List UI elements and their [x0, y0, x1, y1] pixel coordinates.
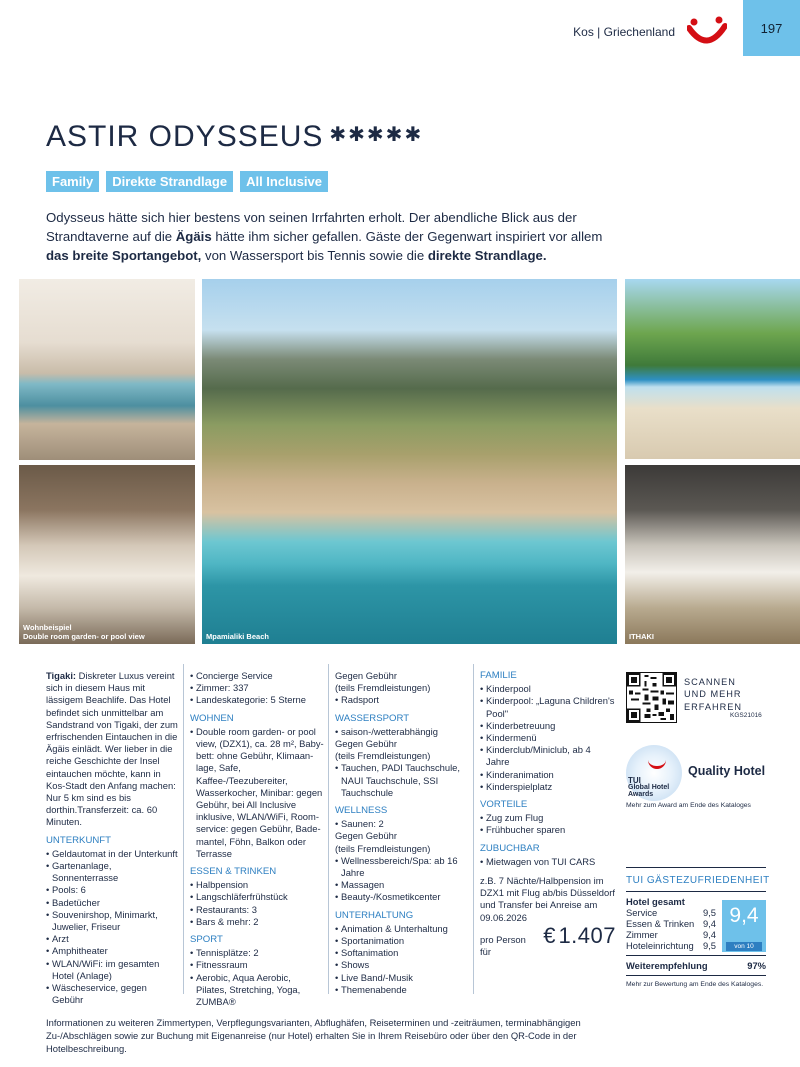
- list-item: • Gartenanlage, Sonnenterrasse: [46, 860, 180, 884]
- list-item: • Shows: [335, 959, 469, 971]
- room-photo-caption: [23, 623, 145, 641]
- list-item: • Kinderpool: „Laguna Children's Pool": [480, 695, 616, 719]
- price-value: 1.407: [558, 922, 616, 948]
- scan-line: UND MEHR: [684, 689, 742, 700]
- satisfaction-title: TUI GÄSTEZUFRIEDENHEIT: [626, 875, 770, 886]
- section-title-familie: FAMILIE: [480, 670, 517, 681]
- list-item: • Softanimation: [335, 947, 469, 959]
- intro-part: von Wassersport bis Tennis sowie die: [201, 248, 428, 263]
- list-item: • Bars & mehr: 2: [190, 916, 324, 928]
- sport-list: [190, 947, 324, 1008]
- tui-smile-icon: [648, 759, 666, 769]
- region-label: Kos | Griechenland: [573, 25, 675, 39]
- table-row: [626, 940, 716, 951]
- section-title-unterhaltung: UNTERHALTUNG: [335, 909, 414, 921]
- award-note: Mehr zum Award am Ende des Kataloges: [626, 802, 751, 809]
- list-item: • Beauty-/Kosmetikcenter: [335, 891, 469, 903]
- list-item: • Langschläferfrühstück: [190, 891, 324, 903]
- award-badge-icon: [626, 745, 682, 801]
- list-item: • Kinderbetreuung: [480, 720, 616, 732]
- section-title-sport: SPORT: [190, 934, 223, 946]
- list-item: • Tennisplätze: 2: [190, 947, 324, 959]
- tag-list: [46, 171, 328, 192]
- location-text: [46, 670, 180, 829]
- score-scale: von 10: [726, 942, 762, 951]
- hotel-title: [46, 120, 423, 154]
- location-description: Diskreter Luxus vereint sich in diesem Haus mit lässigem Beachlife. Das Hotel befindet sich unmittelbar am Sandstrand von Tigaki, der zum erfrischenden Eintauchen in die Ägäis einlädt. Wer lieber in die reiche Geschichte der Insel eintauchen möchte, kann in Kos-Stadt den Anfang machen: Nur 5 km sind es bis dorthin.Transferzeit: ca. 60 Minuten.: [46, 670, 178, 828]
- list-item: • Radsport: [335, 694, 469, 706]
- column-activities: [335, 670, 469, 996]
- page-header: [0, 0, 800, 62]
- column-facilities: [190, 670, 324, 1008]
- list-item: • Zug zum Flug: [480, 812, 616, 824]
- section-title-wellness: WELLNESS: [335, 805, 388, 817]
- row-label: Essen & Trinken: [626, 918, 695, 929]
- section-title-vorteile: VORTEILE: [480, 799, 528, 811]
- hotel-name: ASTIR ODYSSEUS: [46, 120, 324, 153]
- list-item: • Live Band/-Musik: [335, 972, 469, 984]
- list-note: Gegen Gebühr: [335, 830, 398, 842]
- divider: [626, 867, 766, 868]
- offer-text: z.B. 7 Nächte/Halbpension im DZX1 mit Flug ab/bis Düsseldorf und Transfer bei Anreise am 09.06.2026: [480, 875, 615, 923]
- row-label: Zimmer: [626, 929, 658, 940]
- row-value: 9,5: [702, 940, 716, 951]
- row-value: 9,4: [702, 929, 716, 940]
- essen-list: [190, 879, 324, 928]
- section-title-wohnen: WOHNEN: [190, 712, 234, 724]
- fee-note: (teils Fremdleistungen): [335, 682, 431, 694]
- intro-bold: das breite Sportangebot,: [46, 248, 202, 263]
- column-location: [46, 670, 180, 1006]
- restaurant-photo-caption: ITHAKI: [629, 632, 654, 641]
- row-label: Hoteleinrichtung: [626, 940, 694, 951]
- vorteile-list: [480, 812, 616, 836]
- star-rating: ✱✱✱✱✱: [329, 124, 424, 146]
- list-item: • Arzt: [46, 933, 180, 945]
- list-item: • Mietwagen von TUI CARS: [480, 856, 616, 868]
- location-label: Tigaki:: [46, 670, 77, 681]
- list-item: • Amphitheater: [46, 945, 180, 957]
- column-divider: [183, 664, 184, 994]
- section-title-essen: ESSEN & TRINKEN: [190, 866, 277, 878]
- aerial-photo: [202, 279, 617, 644]
- list-item: • Badetücher: [46, 897, 180, 909]
- list-item: • Geldautomat in der Unterkunft: [46, 848, 180, 860]
- list-item: • Double room garden- or pool view, (DZX1), ca. 28 m², Babybett: ohne Gebühr, Klimaanlage, Safe, Kaffee-/Teezubereiter, Wasserkocher, Minibar: gegen Gebühr, bei All Inclusive inklusive, WLAN/WiFi, Roomservice: gegen Gebühr, Bademantel, Föhn, Balkon oder Terrasse: [190, 726, 324, 860]
- wellness-list: [335, 818, 469, 903]
- list-item: • Kinderspielplatz: [480, 781, 616, 793]
- list-item: • Themenabende: [335, 984, 469, 996]
- list-note: Gegen Gebühr: [335, 738, 398, 750]
- unterkunft-list: [46, 848, 180, 1007]
- section-title-zubuchbar: ZUBUCHBAR: [480, 842, 540, 854]
- list-item: • WLAN/WiFi: im gesamten Hotel (Anlage): [46, 958, 180, 982]
- caption-line: Wohnbeispiel: [23, 623, 72, 632]
- list-note: (teils Fremdleistungen): [335, 842, 431, 854]
- list-item: • Saunen: 2: [335, 818, 469, 830]
- award-brand: TUI: [628, 776, 641, 785]
- scan-line: ERFAHREN: [684, 701, 743, 712]
- table-row: [626, 907, 716, 918]
- activities-list: [335, 694, 469, 706]
- list-item: • Tauchen, PADI Tauchschule, NAUI Tauchschule, SSI Tauchschule: [335, 762, 469, 799]
- hotel-code: KGS21016: [730, 712, 762, 719]
- row-label: Service: [626, 907, 658, 918]
- scan-line: SCANNEN: [684, 677, 736, 687]
- column-divider: [473, 664, 474, 994]
- qr-code[interactable]: [626, 672, 677, 723]
- recommendation: [626, 960, 766, 971]
- list-item: • Animation & Unterhaltung: [335, 923, 469, 935]
- table-row: [626, 929, 716, 940]
- list-item: • Concierge Service: [190, 670, 324, 682]
- room-photo: [19, 465, 195, 644]
- restaurant-photo: [625, 465, 800, 644]
- caption-line: Double room garden- or pool view: [23, 632, 145, 641]
- tag-beach: Direkte Strandlage: [106, 171, 233, 192]
- zubuchbar-list: [480, 856, 616, 868]
- row-value: 9,4: [702, 918, 716, 929]
- list-item: • Sportanimation: [335, 935, 469, 947]
- column-family: [480, 670, 616, 958]
- footer-note: Informationen zu weiteren Zimmertypen, Verpflegungsvarianten, Abflughäfen, Reiseterminen und -zeiträumen, terminabhängigen Zu-/Abschlägen sowie zur Buchung mit Eigenanreise (nur Hotel) erhalten Sie in Ihrem Reisebüro oder über den QR-Code in der Hotelbeschreibung.: [46, 1017, 581, 1054]
- list-item: • Kinderpool: [480, 683, 616, 695]
- award-name: [628, 784, 669, 798]
- row-value: 9,5: [702, 907, 716, 918]
- section-title-wassersport: WASSERSPORT: [335, 712, 410, 724]
- score-badge: [722, 900, 766, 952]
- scan-hint: [684, 676, 742, 713]
- list-item: • Halbpension: [190, 879, 324, 891]
- facilities-list: [190, 670, 324, 707]
- tag-all-inclusive: All Inclusive: [240, 171, 328, 192]
- list-item: • Wellnessbereich/Spa: ab 16 Jahre: [335, 855, 469, 879]
- list-item: • Massagen: [335, 879, 469, 891]
- unterhaltung-list: [335, 923, 469, 996]
- row-label: Hotel gesamt: [626, 896, 685, 907]
- list-item: • Kinderanimation: [480, 769, 616, 781]
- intro-text: [46, 208, 606, 265]
- award-line: Global Hotel: [628, 784, 670, 791]
- list-note: (teils Fremdleistungen): [335, 750, 431, 762]
- list-item: • Restaurants: 3: [190, 904, 324, 916]
- recommendation-value: 97%: [747, 960, 766, 971]
- score-value: 9,4: [729, 904, 759, 927]
- tag-family: Family: [46, 171, 99, 192]
- wohnen-list: [190, 726, 324, 860]
- familie-list: [480, 683, 616, 793]
- intro-part: Odysseus hätte sich hier bestens von seinen Irrfahrten erholt. Der abendliche Blick aus der Strandtaverne auf die: [46, 210, 577, 244]
- recommendation-label: Weiterempfehlung: [626, 960, 708, 971]
- list-item: • Kinderclub/Miniclub, ab 4 Jahre: [480, 744, 616, 768]
- spa-photo: [19, 279, 195, 460]
- award-line: Awards: [628, 791, 654, 798]
- intro-bold: Ägäis: [175, 229, 212, 244]
- fee-note: Gegen Gebühr: [335, 670, 398, 681]
- table-row: [626, 918, 716, 929]
- price-currency: €: [543, 922, 556, 948]
- list-item: • Wäscheservice, gegen Gebühr: [46, 982, 180, 1006]
- column-divider: [328, 664, 329, 994]
- list-item: • Aerobic, Aqua Aerobic, Pilates, Stretching, Yoga, ZUMBA®: [190, 972, 324, 1009]
- section-title-unterkunft: UNTERKUNFT: [46, 834, 112, 846]
- table-row: [626, 896, 716, 907]
- price-prefix: pro Person für: [480, 933, 526, 958]
- price: [480, 922, 616, 958]
- list-item: • saison-/wetterabhängig: [335, 726, 469, 738]
- list-item: • Souvenirshop, Minimarkt, Juwelier, Friseur: [46, 909, 180, 933]
- intro-bold: direkte Strandlage.: [427, 248, 547, 263]
- divider: [626, 891, 766, 892]
- list-item: • Zimmer: 337: [190, 682, 324, 694]
- list-item: • Pools: 6: [46, 884, 180, 896]
- beach-volleyball-photo: [625, 279, 800, 459]
- page-number: 197: [743, 0, 800, 56]
- list-item: • Landeskategorie: 5 Sterne: [190, 694, 324, 706]
- award-label: Quality Hotel: [688, 764, 766, 778]
- satisfaction-table: [626, 896, 716, 951]
- aerial-photo-caption: Mpamialiki Beach: [206, 632, 269, 641]
- satisfaction-note: Mehr zur Bewertung am Ende des Kataloges.: [626, 981, 764, 988]
- wassersport-list: [335, 726, 469, 799]
- intro-part: hätte ihm sicher gefallen. Gäste der Gegenwart inspiriert vor allem: [211, 229, 603, 244]
- list-item: • Kindermenü: [480, 732, 616, 744]
- divider: [626, 955, 766, 956]
- list-item: • Frühbucher sparen: [480, 824, 616, 836]
- divider: [626, 975, 766, 976]
- list-item: • Fitnessraum: [190, 959, 324, 971]
- tui-logo-icon: [687, 14, 727, 48]
- qr-code-icon: [627, 673, 676, 722]
